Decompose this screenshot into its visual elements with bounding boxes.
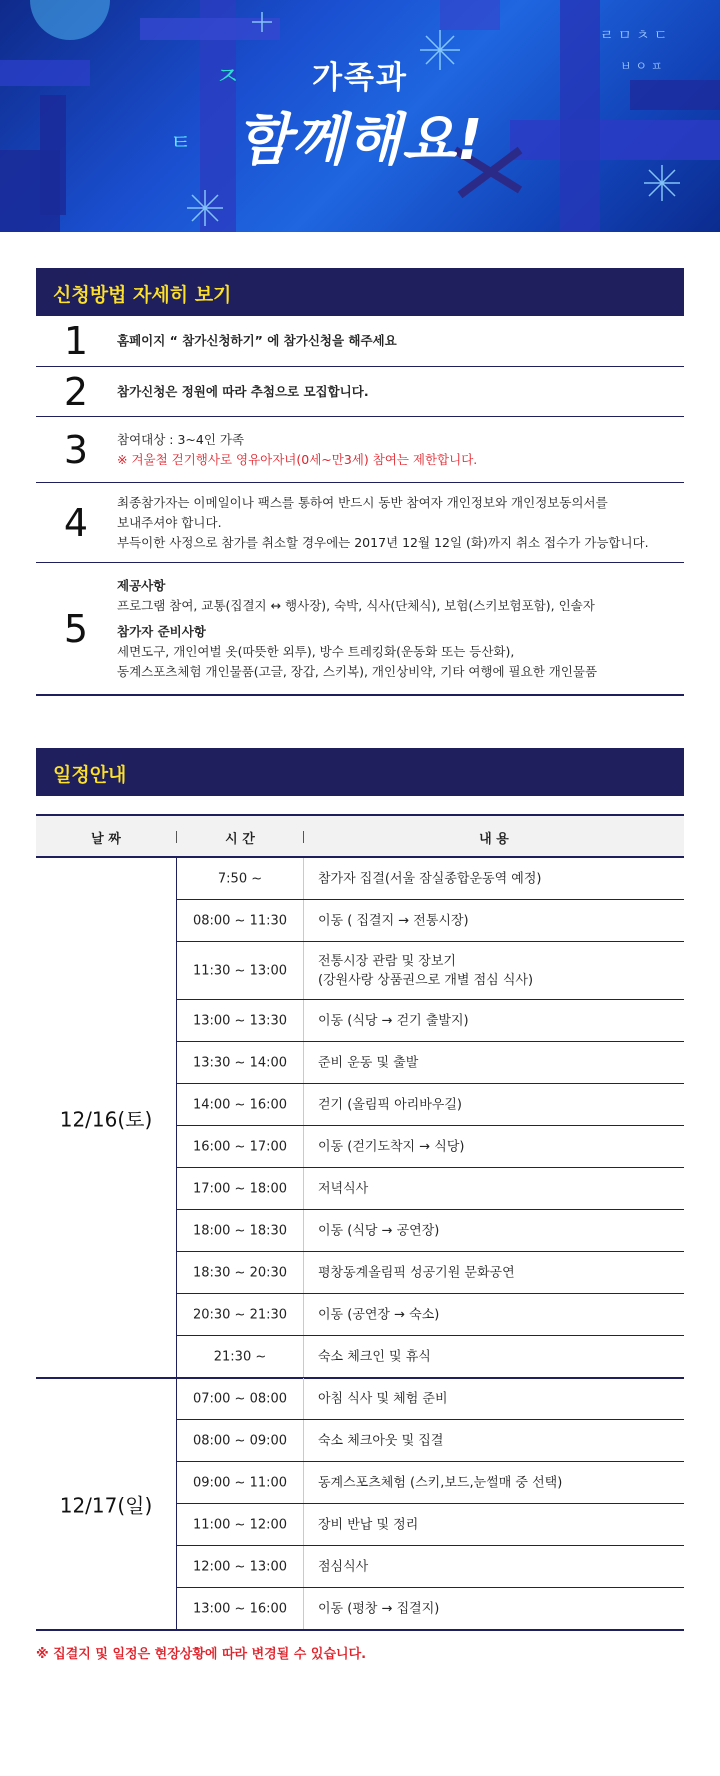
schedule-content-line: 장비 반납 및 정리	[318, 1517, 419, 1532]
schedule-row	[177, 1126, 684, 1168]
column-separator	[303, 942, 304, 999]
schedule-content	[318, 911, 680, 930]
schedule-time: 08:00 ~ 11:30	[192, 913, 288, 928]
column-separator	[303, 1462, 304, 1503]
step-number: 3	[63, 427, 89, 472]
step-text: 참여대상 : 3~4인 가족	[117, 431, 245, 447]
step-warning: ※ 겨울철 걷기행사로 영유아자녀(0세~만3세) 참여는 제한합니다.	[117, 451, 478, 467]
schedule-content	[318, 1600, 680, 1619]
column-separator	[303, 1588, 304, 1630]
schedule-content	[318, 1557, 680, 1576]
schedule-content	[318, 1515, 680, 1534]
schedule-time: 08:00 ~ 09:00	[192, 1433, 288, 1448]
schedule-row	[177, 1168, 684, 1210]
schedule-row	[177, 1084, 684, 1126]
step-text: 참가신청은 정원에 따라 추첨으로 모집합니다.	[117, 383, 369, 399]
schedule-row	[177, 1378, 684, 1420]
schedule-time: 13:00 ~ 13:30	[192, 1013, 288, 1028]
schedule-time: 18:30 ~ 20:30	[192, 1265, 288, 1280]
schedule-row	[177, 1210, 684, 1252]
schedule-row	[177, 942, 684, 1000]
column-separator	[303, 1084, 304, 1125]
day-date: 12/16(토)	[59, 1107, 153, 1132]
schedule-content-line: 평창동계올림픽 성공기원 문화공연	[318, 1265, 515, 1280]
step-text: 최종참가자는 이메일이나 팩스를 통하여 반드시 동반 참여자 개인정보와 개인정보동의서를	[117, 494, 608, 510]
header-time: 시 간	[225, 832, 255, 847]
schedule-time: 21:30 ~	[213, 1349, 267, 1365]
column-separator	[303, 1000, 304, 1041]
step-text-block	[117, 576, 684, 682]
step-text-block	[117, 430, 684, 470]
step-1	[36, 316, 684, 367]
schedule-content-line: 숙소 체크아웃 및 집결	[318, 1433, 444, 1448]
schedule-content	[318, 1011, 680, 1030]
provided-items-text: 프로그램 참여, 교통(집결지 ↔ 행사장), 숙박, 식사(단체식), 보험(스키보험포함), 인솔자	[117, 597, 595, 613]
step-text: 보내주셔야 합니다.	[117, 514, 222, 530]
column-separator	[303, 1042, 304, 1083]
schedule-content-line: 숙소 체크인 및 휴식	[318, 1349, 431, 1365]
step-text-block	[117, 493, 684, 553]
column-separator	[303, 1126, 304, 1167]
schedule-content	[318, 1389, 680, 1408]
schedule-time: 07:00 ~ 08:00	[192, 1391, 288, 1406]
schedule-content-line: 이동 (평창 → 집결지)	[318, 1601, 440, 1617]
step-number: 1	[63, 319, 89, 363]
day-block-1	[36, 858, 684, 1378]
schedule-time: 12:00 ~ 13:00	[192, 1559, 288, 1574]
schedule-time: 14:00 ~ 16:00	[192, 1097, 288, 1112]
schedule-footnote: ※ 집결지 및 일정은 현장상황에 따라 변경될 수 있습니다.	[36, 1647, 367, 1662]
step-number: 4	[63, 500, 89, 545]
day-block-2	[36, 1378, 684, 1630]
preparation-text: 동계스포츠체험 개인물품(고글, 장갑, 스키복), 개인상비약, 기타 여행에 필요한 개인물품	[117, 663, 598, 679]
schedule-content-line: 준비 운동 및 출발	[318, 1055, 419, 1070]
schedule-content	[318, 1179, 680, 1198]
schedule-row	[177, 1000, 684, 1042]
apply-section-header	[36, 268, 684, 316]
schedule-content	[318, 1431, 680, 1450]
column-separator	[303, 1168, 304, 1209]
schedule-row	[177, 1420, 684, 1462]
schedule-row	[177, 1252, 684, 1294]
step-text: 부득이한 사정으로 참가를 취소할 경우에는 2017년 12월 12일 (화)까지 취소 접수가 가능합니다.	[117, 534, 649, 550]
schedule-content	[318, 1473, 680, 1492]
svg-text:ㄹ ㅁ ㅊ ㄷ: ㄹ ㅁ ㅊ ㄷ	[600, 28, 668, 44]
schedule-row	[177, 1336, 684, 1378]
step-text: 홈페이지 “ 참가신청하기” 에 참가신청을 해주세요	[117, 333, 397, 348]
column-separator	[303, 1336, 304, 1378]
column-separator	[303, 1210, 304, 1251]
apply-steps-list	[36, 316, 684, 696]
schedule-content-line: 저녁식사	[318, 1181, 369, 1196]
schedule-row	[177, 1042, 684, 1084]
schedule-content	[318, 1305, 680, 1324]
schedule-time: 09:00 ~ 11:00	[192, 1475, 288, 1490]
schedule-content-line: 전통시장 관람 및 장보기	[318, 953, 456, 969]
schedule-row	[177, 1588, 684, 1630]
step-number: 5	[63, 606, 89, 651]
provided-items-heading: 제공사항	[117, 577, 166, 593]
schedule-content	[318, 1221, 680, 1240]
schedule-content	[318, 1053, 680, 1072]
schedule-content-line: 참가자 집결(서울 잠실종합운동역 예정)	[318, 871, 542, 886]
schedule-content	[318, 869, 680, 888]
schedule-row	[177, 1546, 684, 1588]
schedule-row	[177, 1504, 684, 1546]
svg-text:ㅌ: ㅌ	[170, 131, 192, 156]
step-3	[36, 417, 684, 483]
svg-text:ㅈ: ㅈ	[215, 62, 241, 92]
banner-title-line1: 가족과	[312, 60, 408, 96]
apply-section-title: 신청방법 자세히 보기	[53, 284, 232, 306]
schedule-time: 17:00 ~ 18:00	[192, 1181, 288, 1196]
schedule-time: 18:00 ~ 18:30	[192, 1223, 288, 1238]
schedule-time: 13:00 ~ 16:00	[192, 1601, 288, 1617]
step-number: 2	[63, 369, 89, 414]
schedule-time: 11:30 ~ 13:00	[192, 963, 288, 978]
svg-text:ㅂ ㅇ ㅍ: ㅂ ㅇ ㅍ	[620, 59, 663, 73]
column-separator	[303, 1546, 304, 1587]
step-2	[36, 367, 684, 417]
schedule-content-line: (강원사랑 상품권으로 개별 점심 식사)	[318, 972, 534, 988]
day-date: 12/17(일)	[59, 1493, 153, 1518]
schedule-time: 13:30 ~ 14:00	[192, 1055, 288, 1070]
schedule-time: 7:50 ~	[217, 871, 263, 886]
schedule-content	[318, 952, 680, 990]
schedule-table-header	[36, 814, 684, 858]
column-separator	[303, 1294, 304, 1335]
step-4	[36, 483, 684, 563]
schedule-content	[318, 1348, 680, 1367]
schedule-content-line: 점심식사	[318, 1559, 369, 1574]
step-5	[36, 563, 684, 694]
column-separator	[303, 1378, 304, 1419]
column-separator	[303, 900, 304, 941]
schedule-section-header	[36, 748, 684, 796]
preparation-heading: 참가자 준비사항	[117, 623, 206, 639]
column-separator	[303, 858, 304, 899]
schedule-content	[318, 1137, 680, 1156]
header-date: 날 짜	[91, 832, 121, 847]
schedule-section-title: 일정안내	[53, 764, 127, 786]
schedule-content-line: 아침 식사 및 체험 준비	[318, 1391, 448, 1406]
banner-title-line2: 함께해요!	[236, 108, 484, 173]
schedule-content-line: 걷기 (올림픽 아리바우길)	[318, 1097, 462, 1112]
day-bottom-border	[36, 1629, 684, 1631]
column-separator	[303, 1252, 304, 1293]
event-banner	[0, 0, 720, 232]
schedule-content-line: 동계스포츠체험 (스키,보드,눈썰매 중 선택)	[318, 1475, 563, 1490]
schedule-content-line: 이동 (식당 → 공연장)	[318, 1223, 440, 1238]
schedule-content-line: 이동 ( 집결지 → 전통시장)	[318, 913, 469, 928]
schedule-row	[177, 1294, 684, 1336]
preparation-text: 세면도구, 개인여벌 옷(따뜻한 외투), 방수 트레킹화(운동화 또는 등산화),	[117, 643, 515, 659]
schedule-content	[318, 1263, 680, 1282]
schedule-content-line: 이동 (식당 → 걷기 출발지)	[318, 1013, 469, 1028]
schedule-content-line: 이동 (걷기도착지 → 식당)	[318, 1139, 465, 1154]
header-content: 내 용	[479, 832, 509, 847]
column-separator	[303, 1420, 304, 1461]
schedule-row	[177, 1462, 684, 1504]
schedule-content	[318, 1095, 680, 1114]
schedule-time: 20:30 ~ 21:30	[192, 1307, 288, 1322]
schedule-row	[177, 900, 684, 942]
schedule-content-line: 이동 (공연장 → 숙소)	[318, 1307, 440, 1322]
schedule-row	[177, 858, 684, 900]
column-separator	[303, 1504, 304, 1545]
schedule-time: 16:00 ~ 17:00	[192, 1139, 288, 1154]
schedule-time: 11:00 ~ 12:00	[192, 1517, 288, 1532]
